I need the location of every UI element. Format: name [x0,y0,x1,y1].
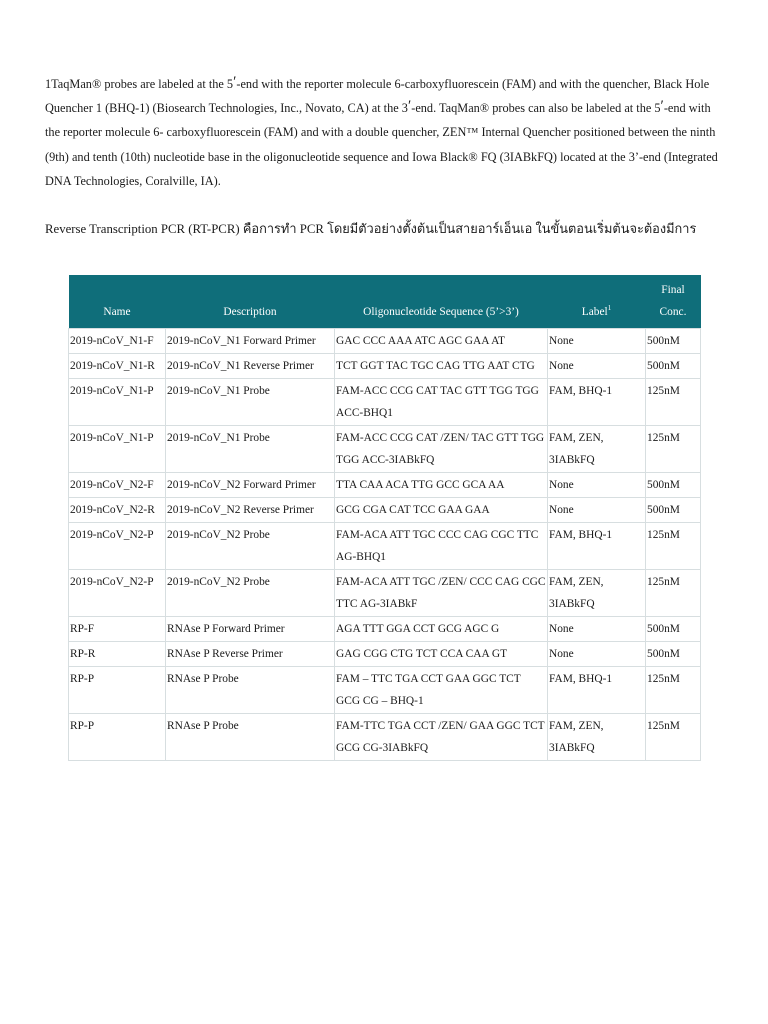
cell-name: 2019-nCoV_N2-R [69,498,166,523]
table-row [69,473,701,498]
cell-description: 2019-nCoV_N1 Reverse Primer [166,354,335,379]
cell-label: None [548,354,646,379]
cell-label: None [548,329,646,354]
cell-label: FAM, ZEN, 3IABkFQ [548,714,646,761]
header-conc-line1: Final [661,284,685,296]
cell-name: 2019-nCoV_N2-P [69,570,166,617]
cell-name: 2019-nCoV_N2-F [69,473,166,498]
cell-name: RP-R [69,642,166,667]
cell-description: 2019-nCoV_N2 Probe [166,523,335,570]
table-row [69,426,701,473]
header-final-conc [646,275,701,329]
cell-name: RP-P [69,667,166,714]
taqman-footnote-paragraph [45,72,725,193]
para1-text-1: 1TaqMan® probes are labeled at the 5 [45,77,234,91]
cell-sequence: TCT GGT TAC TGC CAG TTG AAT CTG [335,354,548,379]
cell-label: FAM, ZEN, 3IABkFQ [548,426,646,473]
table-body [69,329,701,761]
primer-probe-table [68,275,701,761]
cell-final-conc: 500nM [646,498,701,523]
cell-description: RNAse P Reverse Primer [166,642,335,667]
cell-final-conc: 500nM [646,354,701,379]
cell-sequence: FAM-ACC CCG CAT /ZEN/ TAC GTT TGG TGG ACC-3IABkFQ [335,426,548,473]
rt-pcr-paragraph: Reverse Transcription PCR (RT-PCR) คือการทำ PCR โดยมีตัวอย่างตั้งต้นเป็นสายอาร์เอ็นเอ ในขั้นตอนเริ่มต้นจะต้องมีการ [45,222,697,236]
cell-name: 2019-nCoV_N1-P [69,426,166,473]
cell-name: 2019-nCoV_N2-P [69,523,166,570]
cell-description: 2019-nCoV_N1 Probe [166,426,335,473]
header-description: Description [166,275,335,329]
cell-name: RP-F [69,617,166,642]
cell-final-conc: 500nM [646,642,701,667]
cell-label: FAM, BHQ-1 [548,667,646,714]
prime-mark: ′ [407,98,412,115]
header-label-footnote: 1 [607,304,612,313]
cell-final-conc: 125nM [646,667,701,714]
cell-final-conc: 125nM [646,379,701,426]
cell-description: 2019-nCoV_N1 Forward Primer [166,329,335,354]
header-label [548,275,646,329]
cell-label: None [548,473,646,498]
cell-label: None [548,642,646,667]
cell-name: RP-P [69,714,166,761]
cell-final-conc: 125nM [646,570,701,617]
cell-sequence: GAC CCC AAA ATC AGC GAA AT [335,329,548,354]
cell-sequence: FAM-TTC TGA CCT /ZEN/ GAA GGC TCT GCG CG-3IABkFQ [335,714,548,761]
cell-sequence: FAM-ACA ATT TGC CCC CAG CGC TTC AG-BHQ1 [335,523,548,570]
table-row [69,617,701,642]
cell-name: 2019-nCoV_N1-R [69,354,166,379]
header-label-text: Label [581,306,608,318]
primer-probe-table-container [68,275,700,761]
cell-sequence: AGA TTT GGA CCT GCG AGC G [335,617,548,642]
cell-sequence: FAM-ACC CCG CAT TAC GTT TGG TGG ACC-BHQ1 [335,379,548,426]
para1-text-2: -end with the reporter molecule 6-carboxyfluorescein (FAM) and with the quencher, Black Hole Quencher 1 (BHQ-1) (Biosearch Technologies, Inc., Novato, CA) at the 3 [45,77,710,116]
table-row [69,714,701,761]
para1-text-3: -end. TaqMan® probes can also be labeled at the 5 [411,101,661,116]
cell-description: 2019-nCoV_N2 Reverse Primer [166,498,335,523]
prime-mark: ′ [233,74,237,90]
cell-name: 2019-nCoV_N1-F [69,329,166,354]
cell-final-conc: 125nM [646,714,701,761]
cell-description: 2019-nCoV_N2 Probe [166,570,335,617]
cell-sequence: FAM – TTC TGA CCT GAA GGC TCT GCG CG – BHQ-1 [335,667,548,714]
table-row [69,570,701,617]
table-row [69,329,701,354]
cell-description: RNAse P Forward Primer [166,617,335,642]
table-row [69,498,701,523]
prime-mark: ′ [660,98,664,115]
cell-sequence: FAM-ACA ATT TGC /ZEN/ CCC CAG CGC TTC AG-3IABkF [335,570,548,617]
cell-final-conc: 500nM [646,473,701,498]
cell-name: 2019-nCoV_N1-P [69,379,166,426]
cell-sequence: GAG CGG CTG TCT CCA CAA GT [335,642,548,667]
table-header-row [69,275,701,329]
cell-label: None [548,498,646,523]
table-row [69,642,701,667]
table-row [69,667,701,714]
cell-label: None [548,617,646,642]
cell-label: FAM, BHQ-1 [548,379,646,426]
cell-description: RNAse P Probe [166,714,335,761]
header-conc-line2: Conc. [659,306,687,318]
cell-label: FAM, BHQ-1 [548,523,646,570]
cell-sequence: GCG CGA CAT TCC GAA GAA [335,498,548,523]
cell-final-conc: 500nM [646,329,701,354]
table-row [69,523,701,570]
table-row [69,379,701,426]
cell-description: 2019-nCoV_N1 Probe [166,379,335,426]
header-name: Name [69,275,166,329]
cell-final-conc: 500nM [646,617,701,642]
cell-description: RNAse P Probe [166,667,335,714]
para1-text-4: -end with the reporter molecule 6- carboxyfluorescein (FAM) and with a double quencher, ZEN™ Internal Quencher positioned between the ninth (9th) and tenth (10th) nucleotide base in the oligonucleotide sequence and Iowa Black® FQ (3IABkFQ) located at the 3’-end (Integrated DNA Technologies, Coralville, IA). [45,101,718,188]
cell-description: 2019-nCoV_N2 Forward Primer [166,473,335,498]
cell-label: FAM, ZEN, 3IABkFQ [548,570,646,617]
table-row [69,354,701,379]
cell-sequence: TTA CAA ACA TTG GCC GCA AA [335,473,548,498]
cell-final-conc: 125nM [646,426,701,473]
header-sequence: Oligonucleotide Sequence (5’>3’) [335,275,548,329]
cell-final-conc: 125nM [646,523,701,570]
